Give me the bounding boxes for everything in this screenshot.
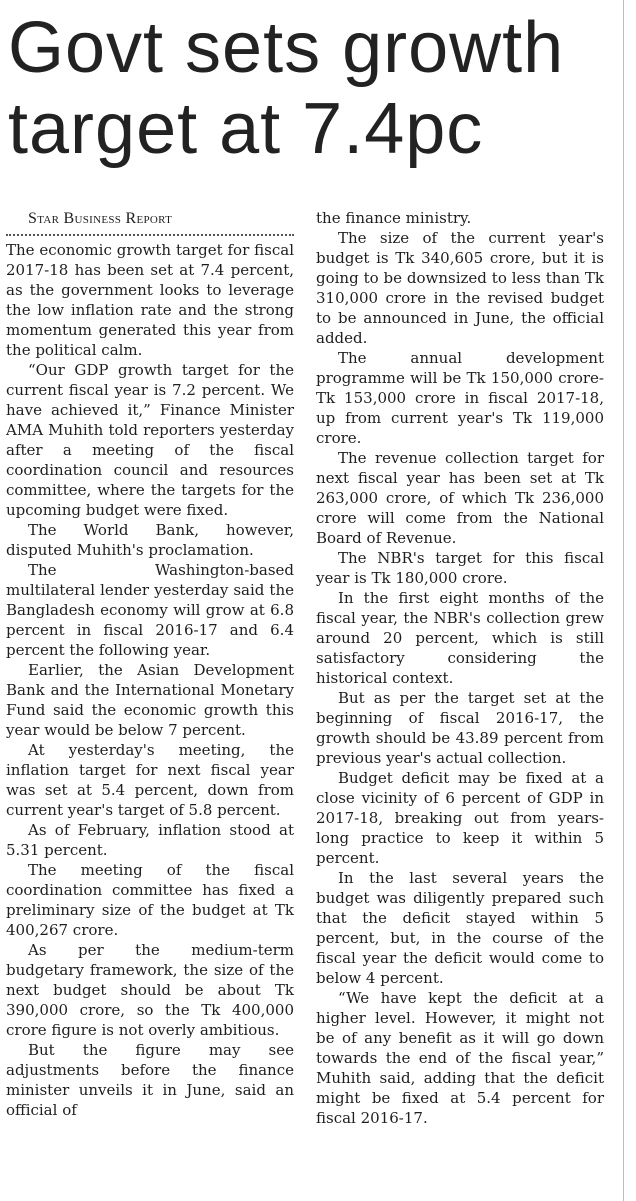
- paragraph-3: The World Bank, however, disputed Muhith's proclamation.: [6, 521, 294, 559]
- paragraph-4: The Washington-based multilateral lender yesterday said the Bangladesh economy will grow at 6.8 percent in fiscal 2016-17 and 6.4 percent the following year.: [6, 561, 294, 659]
- paragraph-1: The economic growth target for fiscal 2017-18 has been set at 7.4 percent, as the government looks to leverage the low inflation rate and the strong momentum generated this year from the political calm.: [6, 241, 294, 359]
- article-column-right: [316, 208, 604, 1128]
- paragraph-18: In the last several years the budget was diligently prepared such that the deficit stayed within 5 percent, but, in the course of the fiscal year the deficit would come to below 4 percent.: [316, 869, 604, 987]
- paragraph-11: The size of the current year's budget is Tk 340,605 crore, but it is going to be downsized to less than Tk 310,000 crore in the revised budget to be announced in June, the official added.: [316, 229, 604, 347]
- paragraph-12: The annual development programme will be Tk 150,000 crore-Tk 153,000 crore in fiscal 2017-18, up from current year's Tk 119,000 crore.: [316, 349, 604, 447]
- paragraph-2: “Our GDP growth target for the current fiscal year is 7.2 percent. We have achieved it,” Finance Minister AMA Muhith told reporters yesterday after a meeting of the fiscal coordination council and resources committee, where the targets for the upcoming budget were fixed.: [6, 361, 294, 519]
- byline: Star Business Report: [28, 210, 173, 227]
- paragraph-6: At yesterday's meeting, the inflation target for next fiscal year was set at 5.4 percent, down from current year's target of 5.8 percent.: [6, 741, 294, 819]
- paragraph-14: The NBR's target for this fiscal year is Tk 180,000 crore.: [316, 549, 604, 587]
- article-column-left: [6, 208, 294, 1120]
- paragraph-13: The revenue collection target for next fiscal year has been set at Tk 263,000 crore, of which Tk 236,000 crore will come from the National Board of Revenue.: [316, 449, 604, 547]
- paragraph-10-end: the finance ministry.: [316, 209, 472, 227]
- paragraph-9: As per the medium-term budgetary framework, the size of the next budget should be about Tk 390,000 crore, so the Tk 400,000 crore figure is not overly ambitious.: [6, 941, 294, 1039]
- paragraph-19: “We have kept the deficit at a higher level. However, it might not be of any benefit as it will go down towards the end of the fiscal year,” Muhith said, adding that the deficit might be fixed at 5.4 percent for fiscal 2016-17.: [316, 989, 604, 1127]
- headline: Govt sets growth target at 7.4pc: [8, 8, 565, 169]
- paragraph-10-start: But the figure may see adjustments before the finance minister unveils it in June, said an official of: [6, 1041, 294, 1119]
- paragraph-15: In the first eight months of the fiscal year, the NBR's collection grew around 20 percent, which is still satisfactory considering the historical context.: [316, 589, 604, 687]
- byline-dotted-divider: [6, 234, 294, 236]
- paragraph-8: The meeting of the fiscal coordination committee has fixed a preliminary size of the budget at Tk 400,267 crore.: [6, 861, 294, 939]
- paragraph-5: Earlier, the Asian Development Bank and the International Monetary Fund said the economic growth this year would be below 7 percent.: [6, 661, 294, 739]
- paragraph-17: Budget deficit may be fixed at a close vicinity of 6 percent of GDP in 2017-18, breaking out from years-long practice to keep it within 5 percent.: [316, 769, 604, 867]
- paragraph-7: As of February, inflation stood at 5.31 percent.: [6, 821, 294, 859]
- page-edge-rule: [623, 0, 624, 1201]
- paragraph-16: But as per the target set at the beginning of fiscal 2016-17, the growth should be 43.89 percent from previous year's actual collection.: [316, 689, 604, 767]
